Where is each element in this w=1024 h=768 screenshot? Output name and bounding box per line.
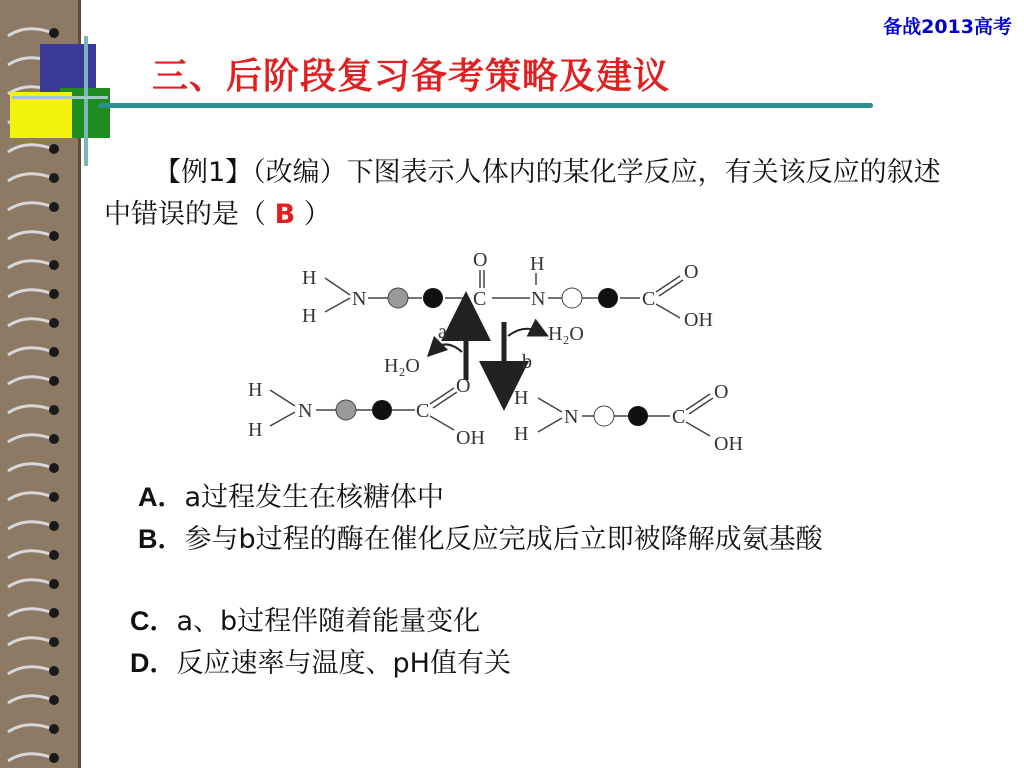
spiral-ring-icon	[6, 200, 64, 214]
spiral-ring-icon	[6, 490, 64, 504]
atom-label: H	[302, 267, 317, 289]
atom-label: C	[416, 400, 430, 422]
title-underline	[98, 103, 873, 108]
dipeptide-molecule	[325, 270, 683, 318]
water-arrow-b	[508, 329, 540, 336]
water-label: H₂O	[384, 355, 420, 377]
atom-label: H	[514, 387, 529, 409]
atom-label: H	[530, 253, 545, 275]
atom-label: H	[248, 419, 263, 441]
deco-vertical-bar	[84, 36, 88, 166]
option-a	[138, 476, 444, 519]
atom-label: C	[642, 288, 656, 310]
spiral-ring-icon	[6, 693, 64, 707]
atom-label: OH	[456, 427, 485, 449]
spiral-ring-icon	[6, 606, 64, 620]
slide-title: 三、后阶段复习备考策略及建议	[152, 56, 671, 97]
water-label: H₂O	[548, 323, 584, 345]
spiral-ring-icon	[6, 229, 64, 243]
atom-label: C	[473, 288, 487, 310]
atom-label: OH	[714, 433, 743, 455]
option-text: 参与b过程的酶在催化反应完成后立即被降解成氨基酸	[184, 524, 823, 555]
atom-label: O	[473, 249, 488, 271]
atom-label: N	[352, 288, 367, 310]
spiral-ring-icon	[6, 142, 64, 156]
answer-mark: B	[274, 199, 296, 230]
question-prefix: 【例1】（改编）下图表示人体内的某化学反应，有关该反应的叙述中错误的是（	[104, 157, 941, 230]
spiral-ring-icon	[6, 345, 64, 359]
option-text: a、b过程伴随着能量变化	[176, 606, 481, 637]
atom-label: H	[514, 423, 529, 445]
atom-label: O	[714, 381, 729, 403]
option-d	[130, 642, 511, 685]
r-group-atom	[388, 288, 408, 308]
corner-header: 备战2013高考	[883, 16, 1012, 38]
option-letter: B．	[138, 524, 185, 554]
r-group-atom	[562, 288, 582, 308]
spiral-ring-icon	[6, 287, 64, 301]
atom-label: O	[684, 261, 699, 283]
spiral-ring-icon	[6, 171, 64, 185]
option-text: a过程发生在核糖体中	[184, 482, 445, 513]
atom-label: N	[531, 288, 546, 310]
atom-label: H	[302, 305, 317, 327]
alpha-carbon-atom	[423, 288, 443, 308]
spiral-ring-icon	[6, 751, 64, 765]
option-b	[104, 518, 924, 561]
option-letter: D．	[130, 648, 177, 678]
atom-label: OH	[684, 309, 713, 331]
option-c	[130, 600, 480, 643]
water-arrow-a	[434, 344, 462, 352]
arrow-a-label: a	[438, 321, 447, 343]
atom-label: N	[564, 406, 579, 428]
spiral-ring-icon	[6, 722, 64, 736]
spiral-ring-icon	[6, 26, 64, 40]
r-group-atom	[594, 406, 614, 426]
atom-label: C	[672, 406, 686, 428]
atom-label: N	[298, 400, 313, 422]
r-group-atom	[336, 400, 356, 420]
spiral-ring-icon	[6, 635, 64, 649]
option-letter: A．	[138, 482, 185, 512]
alpha-carbon-atom	[372, 400, 392, 420]
option-text: 反应速率与温度、pH值有关	[176, 648, 511, 679]
question-text	[104, 152, 944, 236]
reaction-diagram	[240, 240, 780, 460]
spiral-ring-icon	[6, 548, 64, 562]
option-letter: C．	[130, 606, 177, 636]
alpha-carbon-atom	[628, 406, 648, 426]
spiral-ring-icon	[6, 519, 64, 533]
spiral-ring-icon	[6, 577, 64, 591]
spiral-ring-icon	[6, 403, 64, 417]
question-suffix: ）	[303, 199, 331, 230]
alpha-carbon-atom	[598, 288, 618, 308]
spiral-ring-icon	[6, 258, 64, 272]
deco-horizontal-bar	[12, 96, 108, 99]
spiral-ring-icon	[6, 664, 64, 678]
atom-label: H	[248, 379, 263, 401]
spiral-ring-icon	[6, 316, 64, 330]
arrow-b-label: b	[522, 351, 532, 373]
spiral-ring-icon	[6, 432, 64, 446]
spiral-ring-icon	[6, 374, 64, 388]
atom-label: O	[456, 375, 471, 397]
spiral-ring-icon	[6, 461, 64, 475]
